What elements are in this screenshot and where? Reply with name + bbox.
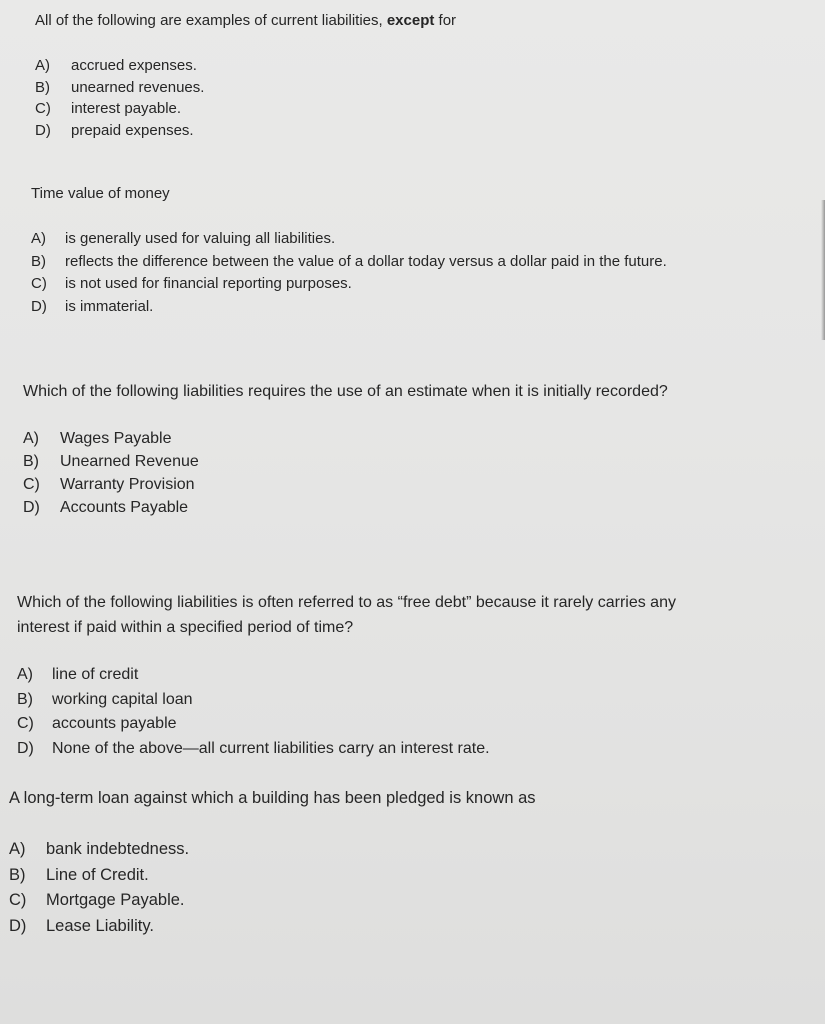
option-letter: D) [31,297,47,315]
option-text: accounts payable [52,715,177,732]
option-text: line of credit [52,666,139,683]
option-a [9,837,709,863]
option-letter: B) [35,78,50,96]
question-1-options [35,55,735,141]
question-4-stem: Which of the following liabilities is often referred to as “free debt” because it rarely carries any interest if paid within a specified period of time? [17,594,676,636]
option-d [31,296,721,319]
option-b [9,863,709,889]
option-a [17,663,707,688]
question-1-stem [35,10,735,32]
option-text: Unearned Revenue [60,452,199,470]
option-letter: B) [17,690,33,708]
option-letter: C) [17,715,34,732]
question-3-options [23,427,703,520]
option-text: None of the above—all current liabilities carry an interest rate. [52,739,490,757]
question-1-stem-text: All of the following are examples of current liabilities, [35,12,387,29]
option-letter: D) [23,499,40,517]
option-text: unearned revenues. [71,78,205,96]
option-letter: B) [9,865,26,884]
option-text: Wages Payable [60,429,172,447]
option-text: reflects the difference between the value of a dollar today versus a dollar paid in the future. [65,252,667,270]
option-letter: B) [31,252,46,270]
option-text: interest payable. [71,100,182,117]
option-b [23,450,703,473]
option-text: Line of Credit. [46,865,149,884]
option-letter: C) [31,275,47,292]
option-letter: A) [9,840,26,858]
option-text: accrued expenses. [71,57,197,74]
option-letter: A) [31,230,46,247]
question-5-options [9,837,709,939]
option-c [31,273,721,296]
option-letter: D) [17,739,34,757]
question-2 [31,183,721,318]
option-letter: B) [23,452,39,470]
option-b [35,77,735,99]
question-2-stem: Time value of money [31,185,170,202]
question-1-stem-emphasis: except [386,12,435,29]
option-text: is not used for financial reporting purposes. [65,275,352,292]
option-b [31,251,721,274]
option-text: Lease Liability. [46,916,154,935]
option-text: Warranty Provision [60,476,195,494]
option-letter: A) [23,429,39,447]
option-text: is generally used for valuing all liabilities. [65,230,336,247]
option-letter: C) [35,100,51,117]
option-letter: D) [35,121,51,139]
option-text: is immaterial. [65,297,154,315]
option-a [31,228,721,251]
question-1 [35,10,735,141]
option-text: Mortgage Payable. [46,891,185,909]
option-a [23,427,703,450]
question-3-stem: Which of the following liabilities requires the use of an estimate when it is initially recorded? [23,383,668,400]
question-5 [9,786,709,939]
question-2-options [31,228,721,318]
question-5-stem: A long-term loan against which a building has been pledged is known as [9,789,536,807]
option-letter: C) [23,476,40,494]
option-letter: A) [17,666,33,683]
option-letter: D) [9,916,27,935]
question-4-options [17,663,707,761]
option-d [17,737,707,762]
option-a [35,55,735,77]
option-c [9,888,709,914]
question-3 [23,380,703,520]
option-text: working capital loan [52,690,193,708]
option-letter: C) [9,891,27,909]
option-letter: A) [35,57,50,74]
page-edge-shadow [821,200,825,340]
option-d [9,914,709,940]
option-c [17,712,707,737]
option-text: prepaid expenses. [71,121,194,139]
question-4 [17,591,707,761]
option-c [35,98,735,120]
option-b [17,688,707,713]
option-text: Accounts Payable [60,499,189,517]
option-d [35,120,735,142]
option-c [23,473,703,496]
option-d [23,496,703,519]
question-1-stem-tail: for [434,12,457,29]
option-text: bank indebtedness. [46,840,190,858]
